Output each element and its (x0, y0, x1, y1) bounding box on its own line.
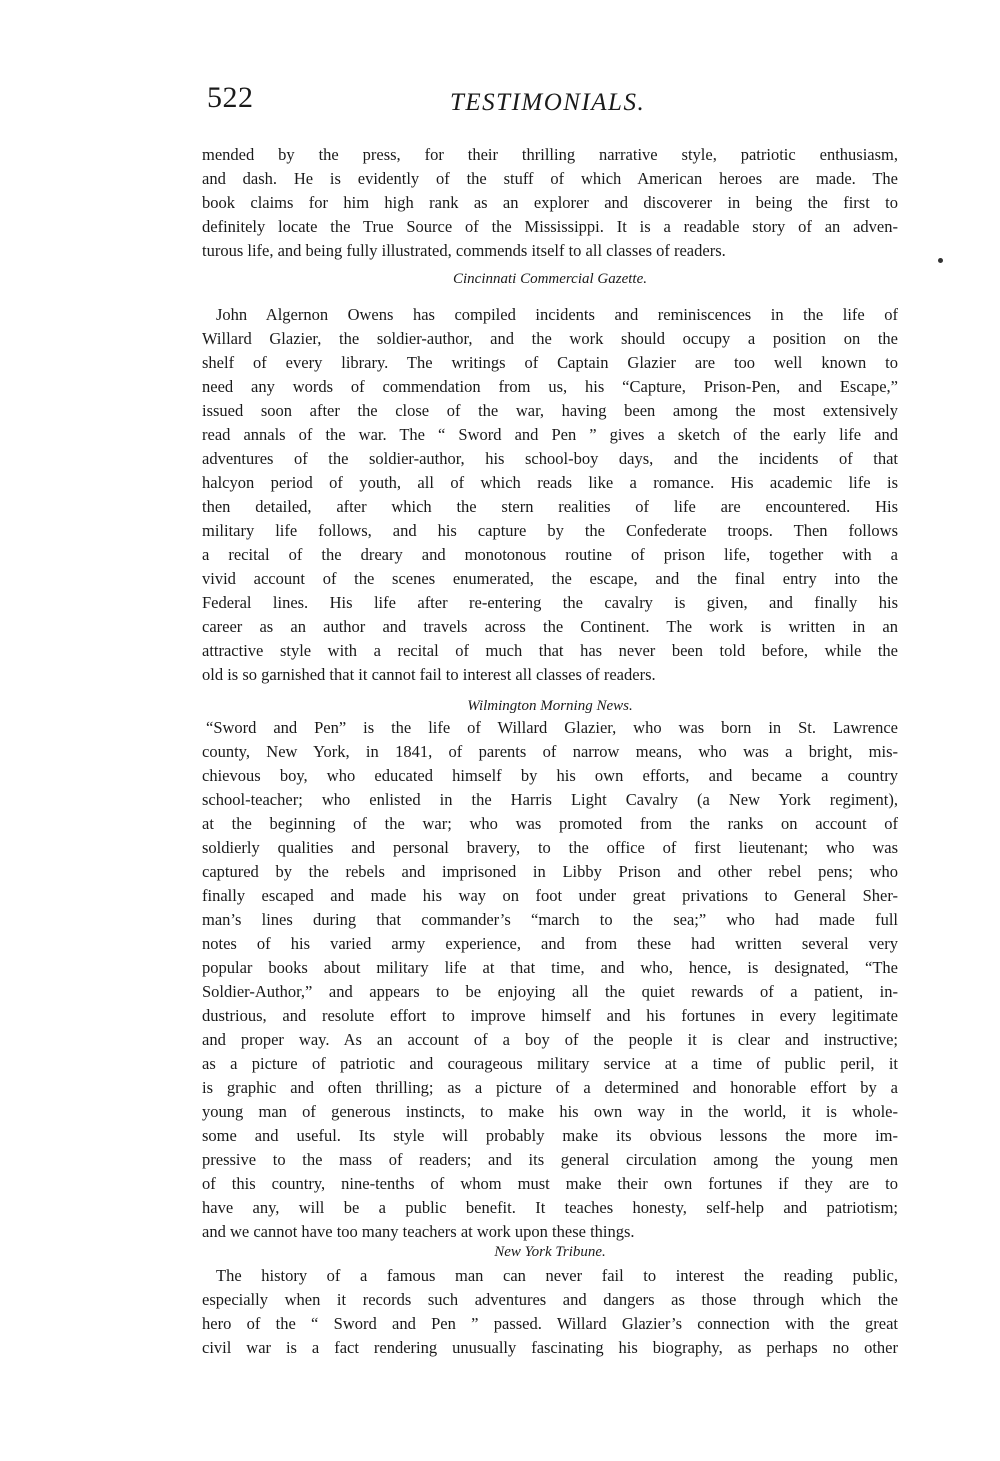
text-line: of this country, nine-tenths of whom must make their own fortunes if they are to (202, 1174, 898, 1193)
text-line: civil war is a fact rendering unusually fascinating his biography, as perhaps no other (202, 1338, 898, 1357)
text-line: especially when it records such adventures and dangers as those through which the (202, 1290, 898, 1309)
text-line: and dash. He is evidently of the stuff of which American heroes are made. The (202, 169, 898, 188)
text-line: pressive to the mass of readers; and its general circulation among the young men (202, 1150, 898, 1169)
testimonial-new-york-tribune (202, 716, 898, 1244)
text-line: Willard Glazier, the soldier-author, and the work should occupy a position on the (202, 329, 898, 348)
text-line: some and useful. Its style will probably make its obvious lessons the more im- (202, 1126, 898, 1145)
text-line: is graphic and often thrilling; as a picture of a determined and honorable effort by a (202, 1078, 898, 1097)
text-line: man’s lines during that commander’s “march to the sea;” who had made full (202, 910, 898, 929)
page-number: 522 (207, 81, 254, 114)
text-line: vivid account of the scenes enumerated, the escape, and the final entry into the (202, 569, 898, 588)
text-line: Soldier-Author,” and appears to be enjoying all the quiet rewards of a patient, in- (202, 982, 898, 1001)
testimonial-wilmington (202, 303, 898, 687)
text-line: career as an author and travels across the Continent. The work is written in an (202, 617, 898, 636)
text-line: have any, will be a public benefit. It teaches honesty, self-help and patriotism; (202, 1198, 898, 1217)
text-line: hero of the “ Sword and Pen ” passed. Willard Glazier’s connection with the great (202, 1314, 898, 1333)
text-line: captured by the rebels and imprisoned in Libby Prison and other rebel pens; who (202, 862, 898, 881)
text-line: old is so garnished that it cannot fail to interest all classes of readers. (202, 665, 656, 684)
text-line: notes of his varied army experience, and from these had written several very (202, 934, 898, 953)
text-line: chievous boy, who educated himself by his own efforts, and became a country (202, 766, 898, 785)
text-line: Federal lines. His life after re-entering the cavalry is given, and finally his (202, 593, 898, 612)
source-attribution: New York Tribune. (494, 1244, 606, 1260)
text-line: and we cannot have too many teachers at work upon these things. (202, 1222, 635, 1241)
text-line: turous life, and being fully illustrated, commends itself to all classes of readers. (202, 241, 726, 260)
text-line: a recital of the dreary and monotonous routine of prison life, together with a (202, 545, 898, 564)
text-line: “Sword and Pen” is the life of Willard Glazier, who was born in St. Lawrence (206, 718, 898, 737)
testimonial-continued (202, 1264, 898, 1360)
text-line: county, New York, in 1841, of parents of narrow means, who was a bright, mis- (202, 742, 898, 761)
text-line: attractive style with a recital of much that has never been told before, while the (202, 641, 898, 660)
text-line: as a picture of patriotic and courageous military service at a time of public peril, it (202, 1054, 898, 1073)
source-attribution: Cincinnati Commercial Gazette. (452, 271, 647, 287)
text-line: John Algernon Owens has compiled incidents and reminiscences in the life of (216, 305, 898, 324)
text-line: definitely locate the True Source of the Mississippi. It is a readable story of an adven- (202, 217, 898, 236)
text-line: military life follows, and his capture by the Confederate troops. Then follows (202, 521, 898, 540)
text-line: finally escaped and made his way on foot under great privations to General Sher- (202, 886, 898, 905)
text-line: read annals of the war. The “ Sword and Pen ” gives a sketch of the early life and (202, 425, 898, 444)
text-line: halcyon period of youth, all of which reads like a romance. His academic life is (202, 473, 898, 492)
text-line: The history of a famous man can never fail to interest the reading public, (216, 1266, 898, 1285)
text-line: issued soon after the close of the war, having been among the most extensively (202, 401, 898, 420)
text-line: young man of generous instincts, to make his own way in the world, it is whole- (202, 1102, 898, 1121)
testimonial-cincinnati (202, 143, 898, 263)
page-header (207, 80, 907, 120)
running-head: TESTIMONIALS. (450, 89, 646, 116)
text-line: popular books about military life at that time, and who, hence, is designated, “The (202, 958, 898, 977)
text-line: and proper way. As an account of a boy of the people it is clear and instructive; (202, 1030, 898, 1049)
stray-mark (938, 258, 943, 263)
text-line: shelf of every library. The writings of Captain Glazier are too well known to (202, 353, 898, 372)
text-line: at the beginning of the war; who was promoted from the ranks on account of (202, 814, 898, 833)
text-line: soldierly qualities and personal bravery, to the office of first lieutenant; who was (202, 838, 898, 857)
text-line: adventures of the soldier-author, his school-boy days, and the incidents of that (202, 449, 898, 468)
source-attribution: Wilmington Morning News. (467, 698, 633, 714)
text-line: mended by the press, for their thrilling narrative style, patriotic enthusiasm, (202, 145, 898, 164)
text-line: then detailed, after which the stern realities of life are encountered. His (202, 497, 898, 516)
text-line: book claims for him high rank as an explorer and discoverer in being the first to (202, 193, 898, 212)
text-line: dustrious, and resolute effort to improve himself and his fortunes in every legitimate (202, 1006, 898, 1025)
text-line: need any words of commendation from us, his “Capture, Prison-Pen, and Escape,” (202, 377, 898, 396)
text-line: school-teacher; who enlisted in the Harris Light Cavalry (a New York regiment), (202, 790, 898, 809)
